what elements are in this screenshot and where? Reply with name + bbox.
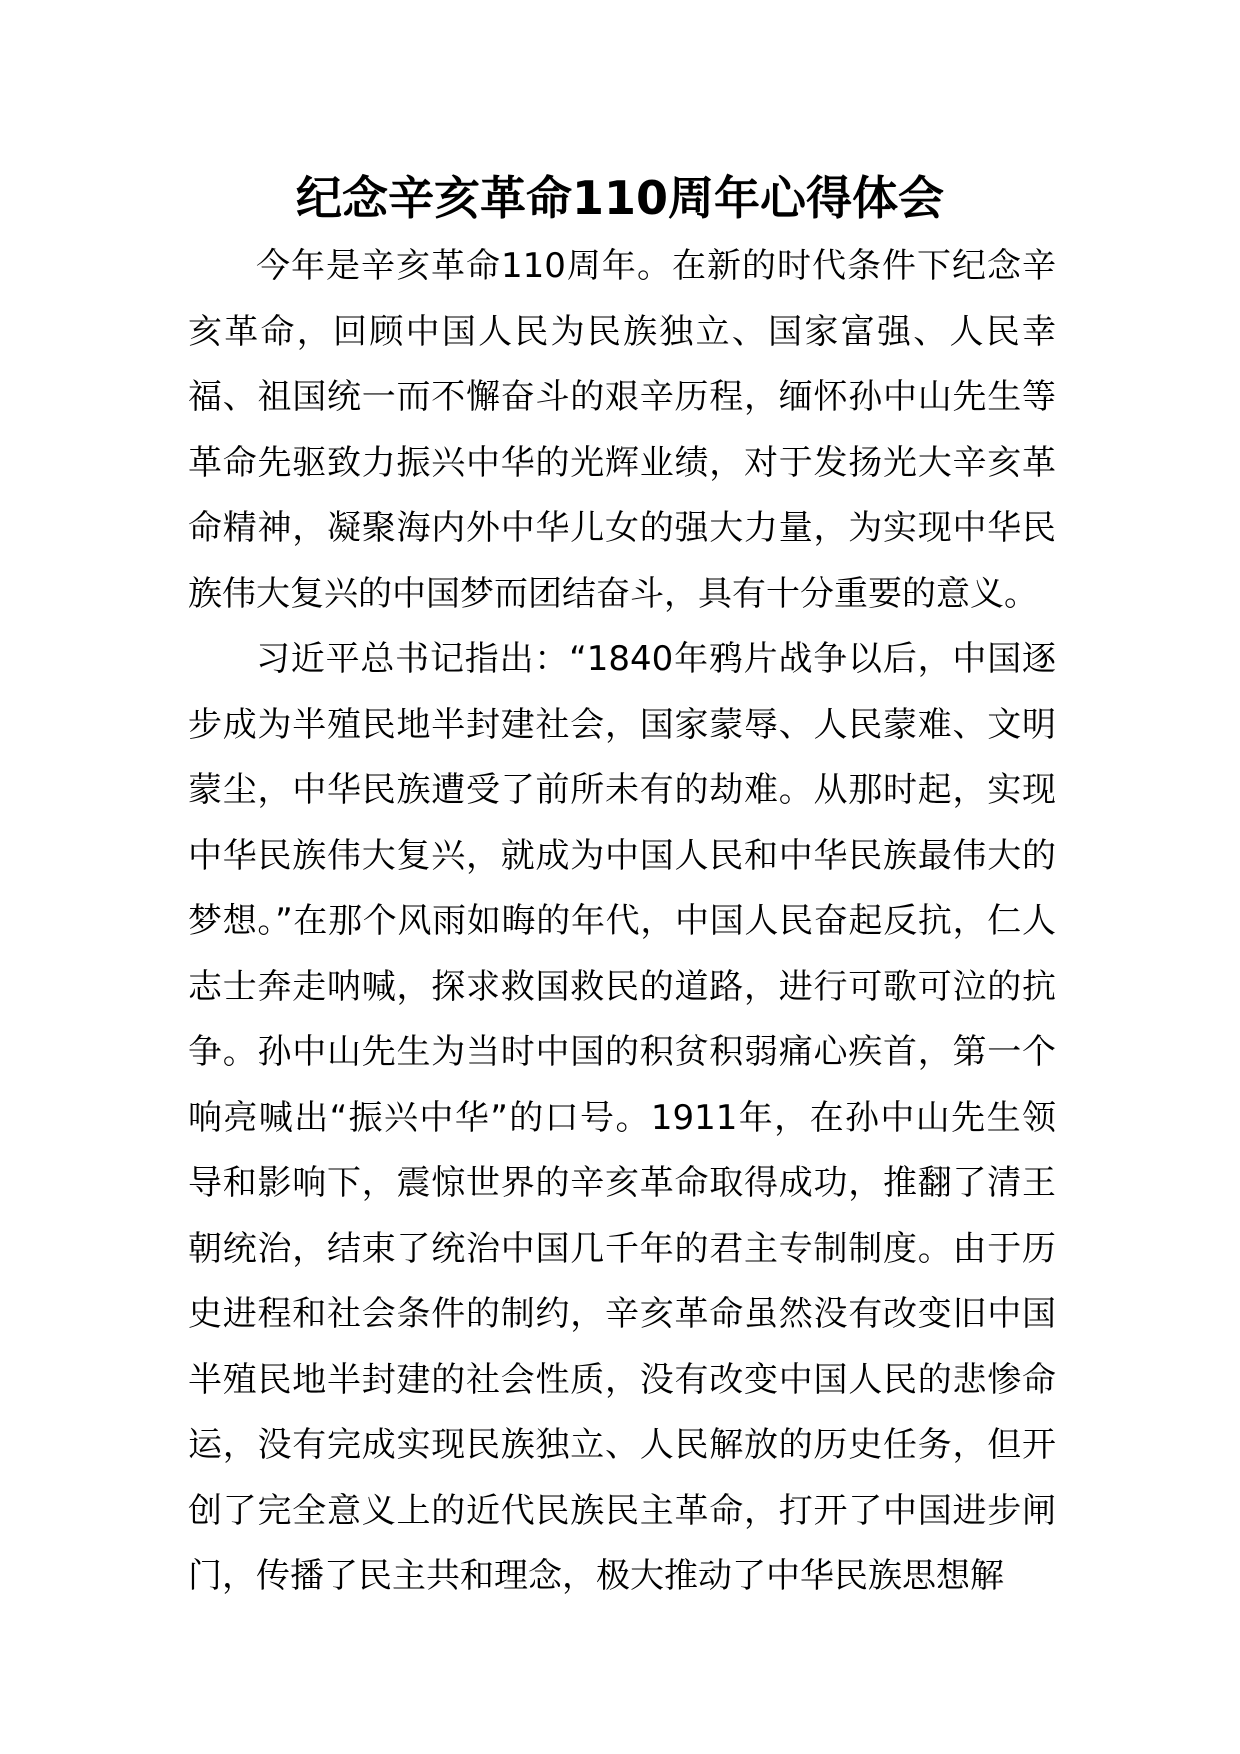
paragraph-2: 习近平总书记指出：“1840年鸦片战争以后，中国逐步成为半殖民地半封建社会，国家蒙辱、人民蒙难、文明蒙尘，中华民族遭受了前所未有的劫难。从那时起，实现中华民族伟大复兴，就成为中国人民和中华民族最伟大的梦想。”在那个风雨如晦的年代，中国人民奋起反抗，仁人志士奔走呐喊，探求救国救民的道路，进行可歌可泣的抗争。孙中山先生为当时中国的积贫积弱痛心疾首，第一个响亮喊出“振兴中华”的口号。1911年，在孙中山先生领导和影响下，震惊世界的辛亥革命取得成功，推翻了清王朝统治，结束了统治中国几千年的君主专制制度。由于历史进程和社会条件的制约，辛亥革命虽然没有改变旧中国半殖民地半封建的社会性质，没有改变中国人民的悲惨命运，没有完成实现民族独立、人民解放的历史任务，但开创了完全意义上的近代民族民主革命，打开了中国进步闸门，传播了民主共和理念，极大推动了中华民族思想解	[188, 639, 1056, 1596]
paragraph-1: 今年是辛亥革命110周年。在新的时代条件下纪念辛亥革命，回顾中国人民为民族独立、国家富强、人民幸福、祖国统一而不懈奋斗的艰辛历程，缅怀孙中山先生等革命先驱致力振兴中华的光辉业绩，对于发扬光大辛亥革命精神，凝聚海内外中华儿女的强大力量，为实现中华民族伟大复兴的中国梦而团结奋斗，具有十分重要的意义。	[188, 246, 1056, 614]
document-body	[188, 234, 1056, 1610]
document-title: 纪念辛亥革命110周年心得体会	[295, 171, 945, 225]
